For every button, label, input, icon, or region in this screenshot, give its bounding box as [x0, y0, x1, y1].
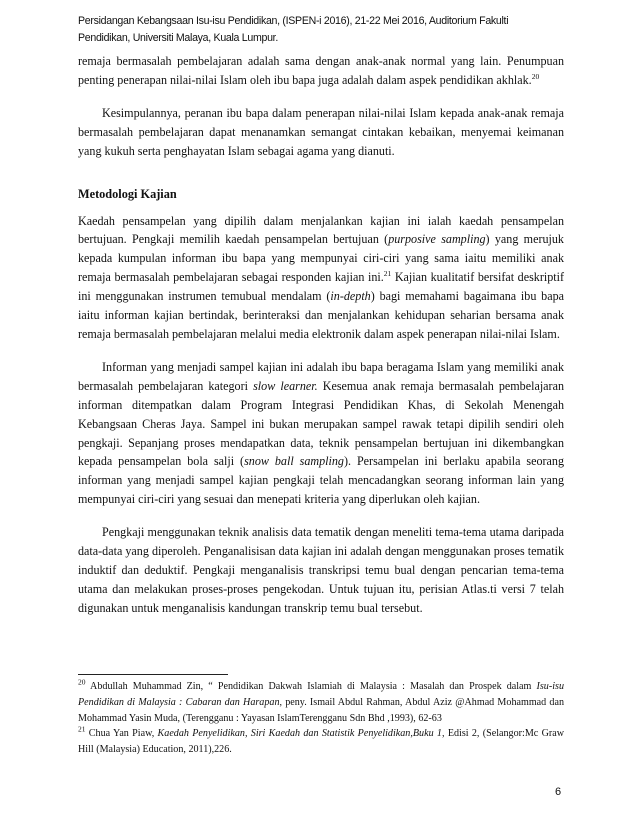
italic-title: Kaedah Penyelidikan, Siri Kaedah dan Statistik Penyelidikan,Buku 1,	[157, 728, 445, 740]
footnote-ref-20[interactable]: 20	[531, 71, 540, 81]
text-run: peny. Ismail Abdul Rahman, Abdul Aziz @Ahmad Mohammad dan Mohammad Yasin Muda, (Terengganu : Yayasan IslamTerengganu Sdn Bhd ,1993), 62-63	[78, 696, 564, 724]
footnote-divider	[78, 674, 228, 675]
header-line-1: Persidangan Kebangsaan Isu-isu Pendidikan, (ISPEN-i 2016), 21-22 Mei 2016, Auditorium Fakulti	[78, 15, 509, 27]
text-run: ) yang merujuk kepada kumpulan informan ibu bapa yang mempunyai ciri-ciri yang sama iaitu memiliki anak remaja bermasalah pembelajaran sebagai responden kajian ini.	[78, 232, 564, 285]
method-paragraph-1	[78, 212, 564, 344]
footnote-20	[78, 679, 564, 726]
text-run: Abdullah Muhammad Zin, “ Pendidikan Dakwah Islamiah di Malaysia : Masalah dan Prospek dalam	[85, 681, 537, 692]
text-run: Chua Yan Piaw,	[85, 728, 158, 740]
footnote-ref-21[interactable]: 21	[383, 269, 392, 279]
header-line-2: Pendidikan, Universiti Malaya, Kuala Lumpur.	[78, 32, 278, 44]
text-run: Edisi 2, (Selangor:Mc Graw Hill (Malaysia) Education, 2011),226.	[78, 728, 565, 756]
italic-term: slow learner.	[253, 378, 318, 393]
method-paragraph-3: Pengkaji menggunakan teknik analisis data tematik dengan meneliti tema-tema utama daripada data-data yang diperoleh. Penganalisisan data kajian ini adalah dengan menggunakan proses tematik induktif dan deduktif. Pengkaji menganalisis transkripsi temu bual dengan pencarian tema-tema utama dan melakukan proses-proses pengekodan. Untuk tujuan itu, perisian Atlas.ti versi 7 telah digunakan untuk menganalisis kandungan transkrip temu bual tersebut.	[78, 525, 564, 615]
footnote-number: 21	[78, 725, 86, 735]
text-run: Informan yang menjadi sampel kajian ini adalah ibu bapa beragama Islam yang memiliki anak bermasalah pembelajaran kategori	[78, 359, 564, 393]
text-run: Kesemua anak remaja bermasalah pembelajaran informan ditempatkan dalam Program Integrasi Pendidikan Khas, di Sekolah Menengah Kebangsaan Cheras Jaya. Sampel ini bukan merupakan sampel rawak tetapi dipilih sendiri oleh pengkaji. Sepanjang proses mendapatkan data, teknik pensampelan bertujuan ini dikembangkan kepada pensampelan bola salji (	[78, 378, 564, 469]
method-paragraph-2	[78, 358, 564, 509]
intro-paragraph-2: Kesimpulannya, peranan ibu bapa dalam penerapan nilai-nilai Islam kepada anak-anak remaja bermasalah pembelajaran dapat menanamkan semangat cintakan kebaikan, menyemai keimanan yang kukuh serta penghayatan Islam sebagai agama yang dianuti.	[78, 105, 564, 158]
text-run: Kaedah pensampelan yang dipilih dalam menjalankan kajian ini ialah kaedah pensampelan bertujuan. Pengkaji memilih kaedah pensampelan bertujuan (	[78, 213, 564, 247]
footnote-21	[78, 726, 564, 758]
intro-paragraph-1-text: remaja bermasalah pembelajaran adalah sama dengan anak-anak normal yang lain. Penumpuan penting penerapan nilai-nilai Islam oleh ibu bapa juga adalah dalam aspek pendidikan akhlak.	[78, 54, 564, 87]
italic-term: snow ball sampling	[244, 454, 344, 469]
italic-title: Isu-isu Pendidikan di Malaysia : Cabaran dan Harapan,	[78, 681, 564, 708]
italic-term: in-depth	[330, 289, 371, 304]
text-run: Kajian kualitatif bersifat deskriptif ini menggunakan instrumen temubual mendalam (	[78, 270, 565, 304]
running-header	[78, 13, 578, 47]
italic-term: purposive sampling	[388, 232, 486, 247]
footnote-number: 20	[78, 677, 86, 687]
text-run: ) bagi memahami bagaimana ibu bapa iaitu informan kajian bertindak, berinteraksi dan menjalankan kehidupan seharian bersama anak remaja bermasalah pembelajaran melalui media elektronik dalam aspek penerapan nilai-nilai Islam.	[78, 289, 565, 341]
page-body	[78, 52, 564, 618]
section-heading: Metodologi Kajian	[78, 186, 177, 201]
text-run: ). Persampelan ini berlaku apabila seorang informan yang menjadi sampel kajian pengkaji telah mencadangkan seorang informan lain yang mempunyai ciri-ciri yang sesuai dan menepati kriteria yang diperlukan oleh kajian.	[78, 454, 564, 507]
intro-paragraph-1	[78, 52, 564, 90]
footnotes	[78, 679, 564, 758]
page-number: 6	[555, 786, 562, 798]
